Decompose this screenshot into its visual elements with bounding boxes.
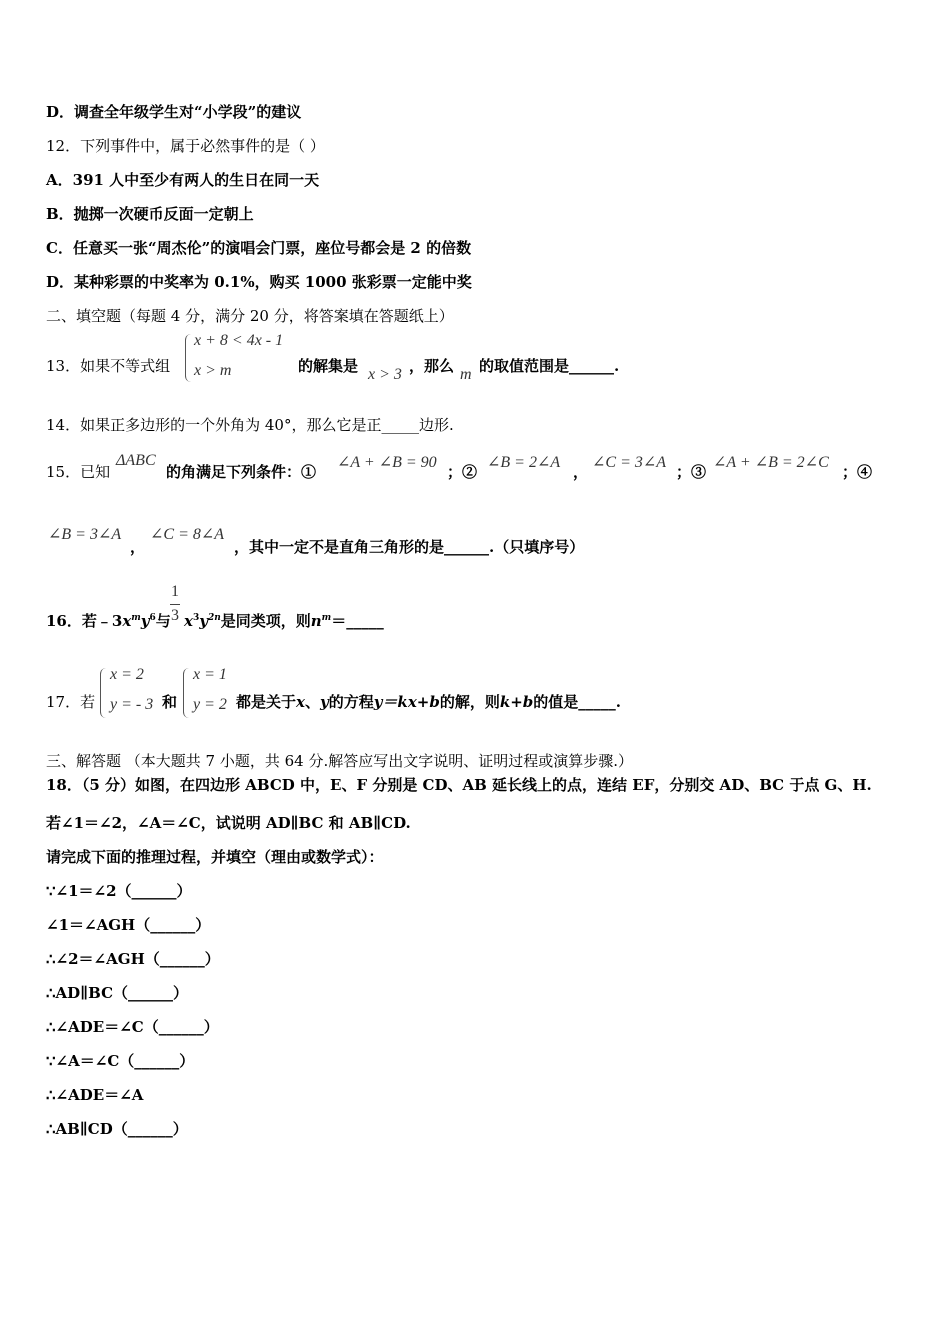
q16-with: 与 (155, 612, 171, 630)
q18-step: ∴AD∥BC（______） (46, 984, 189, 1002)
q16-frac-den: 3 (171, 607, 179, 624)
q13-solution: x > 3 (368, 366, 402, 383)
q17-brace-1 (100, 668, 107, 718)
q12-option-c: C．任意买一张“周杰伦”的演唱会门票，座位号都会是 2 的倍数 (46, 239, 472, 257)
q15-comma-2: ， (130, 538, 146, 556)
q17-equation: y＝kx+b (373, 693, 440, 711)
q15-cond-4a: ∠B = 3∠A (48, 526, 122, 543)
q15-sep-1: ；② (447, 463, 478, 481)
q15-suffix: ，其中一定不是直角三角形的是______.（只填序号） (234, 538, 585, 556)
q17-sep: 、 (304, 693, 320, 711)
q15-prefix: 15．已知 (46, 463, 111, 481)
q15-cond-2a: ∠B = 2∠A (487, 454, 561, 471)
q18-line-2: 若∠1＝∠2，∠A＝∠C，试说明 AD∥BC 和 AB∥CD. (46, 814, 411, 832)
q17-x: x (296, 693, 305, 711)
q18-line-1: 18．（5 分）如图，在四边形 ABCD 中，E、F 分别是 CD、AB 延长线上的点，连结 EF，分别交 AD、BC 于点 G、H. (46, 776, 872, 794)
q18-step: ∴∠ADE＝∠A (46, 1086, 144, 1104)
q13-inequality-1: x + 8 < 4x - 1 (194, 332, 284, 349)
section-3-heading: 三、解答题 （本大题共 7 小题，共 64 分.解答应写出文字说明、证明过程或演算步骤.） (46, 752, 634, 770)
q12-option-b: B．抛掷一次硬币反面一定朝上 (46, 205, 254, 223)
q18-line-3: 请完成下面的推理过程，并填空（理由或数学式）： (46, 848, 384, 866)
q12-option-a: A．391 人中至少有两人的生日在同一天 (46, 171, 320, 189)
q17-system2-b: y = 2 (193, 696, 227, 713)
q16-frac-bar (170, 604, 180, 605)
q18-step: ∵∠1＝∠2（______） (46, 882, 192, 900)
q15-cond-1: ∠A + ∠B = 90 (337, 454, 437, 471)
q13-inequality-2: x > m (194, 362, 232, 379)
q15-cond-3: ∠A + ∠B = 2∠C (713, 454, 829, 471)
q17-prefix: 17．若 (46, 693, 96, 711)
q18-step: ∵∠A＝∠C（______） (46, 1052, 195, 1070)
q16-exp-3: 3 (192, 613, 200, 623)
q15-cond-2b: ∠C = 3∠A (592, 454, 667, 471)
q12-stem: 12．下列事件中，属于必然事件的是（ ） (46, 137, 325, 155)
q17-system1-b: y = - 3 (110, 696, 154, 713)
q17-text4: 的值是_____. (533, 693, 622, 711)
q16-tail (184, 608, 384, 631)
q16-exp-m: m (131, 613, 141, 623)
q18-step: ∴∠2＝∠AGH（______） (46, 950, 220, 968)
q15-cond-4b: ∠C = 8∠A (150, 526, 225, 543)
q13-prefix: 13．如果不等式组 (46, 357, 171, 375)
q13-suffix: 的取值范围是______. (479, 357, 620, 375)
q16-exp-m2: m (321, 613, 332, 623)
q15-comma-1: ， (573, 463, 589, 481)
q12-option-d: D．某种彩票的中奖率为 0.1%，购买 1000 张彩票一定能中奖 (46, 273, 472, 291)
q17-and: 和 (162, 693, 178, 711)
q17-text3: 的解，则 (439, 693, 500, 711)
q15-mid: 的角满足下列条件：① (166, 463, 317, 481)
q16-y2: y (199, 612, 208, 630)
q13-mid2: ，那么 (409, 357, 455, 375)
q18-step: ∴AB∥CD（______） (46, 1120, 188, 1138)
q16-line (46, 608, 171, 631)
q17-y: y (319, 693, 329, 711)
q16-exp-6: 6 (149, 613, 156, 623)
q16-x2: x (184, 612, 193, 630)
q16-frac-num: 1 (171, 583, 179, 600)
q17-text2: 的方程 (328, 693, 374, 711)
q13-brace (185, 334, 192, 382)
q16-y: y (140, 612, 150, 630)
q17-system2-a: x = 1 (193, 666, 227, 683)
q16-exp-2n: 2n (207, 613, 221, 623)
section-2-heading: 二、填空题（每题 4 分，满分 20 分，将答案填在答题纸上） (46, 307, 454, 325)
q13-var-m: m (460, 366, 472, 383)
q15-sep-3: ；④ (842, 463, 873, 481)
q16-x: x (122, 612, 132, 630)
q15-triangle: ΔABC (116, 452, 156, 469)
q16-n: n (310, 612, 322, 630)
q17-kb: k+b (499, 693, 534, 711)
q13-mid: 的解集是 (298, 357, 359, 375)
q11-option-d: D．调查全年级学生对“小学段”的建议 (46, 103, 302, 121)
q17-brace-2 (183, 668, 190, 718)
q17-system1-a: x = 2 (110, 666, 144, 683)
q17-text1: 都是关于 (236, 693, 297, 711)
q14: 14．如果正多边形的一个外角为 40°，那么它是正_____边形. (46, 416, 454, 434)
q18-step: ∠1＝∠AGH（______） (46, 916, 211, 934)
q18-step: ∴∠ADE＝∠C（______） (46, 1018, 219, 1036)
q16-same: 是同类项，则 (220, 612, 311, 630)
q15-sep-2: ；③ (676, 463, 707, 481)
q16-prefix: 16．若﹣3 (46, 612, 123, 630)
q17-tail (236, 692, 621, 712)
q16-eq: ＝_____ (331, 612, 384, 630)
